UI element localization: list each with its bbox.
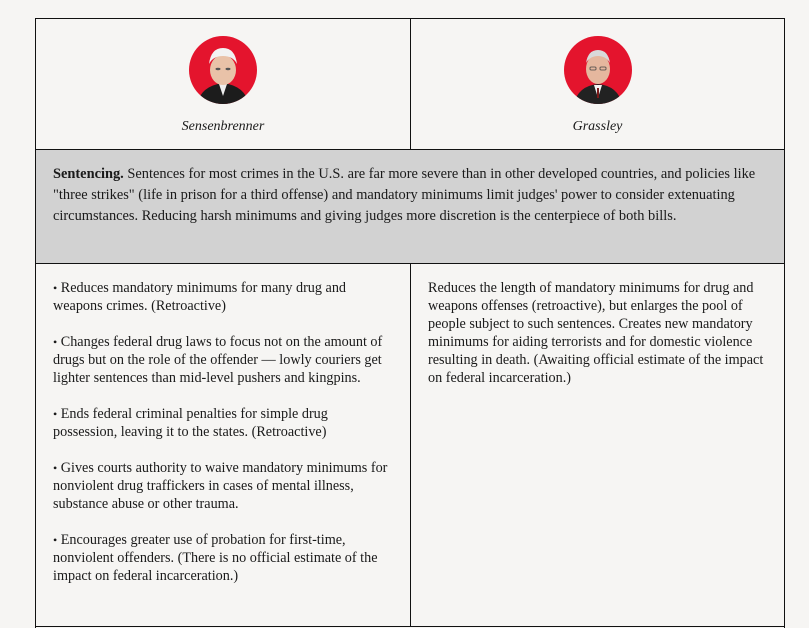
list-item-text: Reduces mandatory minimums for many drug and weapons crimes. (Retroactive) — [53, 280, 347, 314]
person-name: Grassley — [572, 119, 623, 134]
person-name: Sensenbrenner — [181, 119, 265, 134]
list-item: • Ends federal criminal penalties for simple drug possession, leaving it to the states. (Retroactive) — [53, 406, 328, 440]
comparison-table — [35, 18, 785, 628]
list-item: • Gives courts authority to waive mandatory minimums for nonviolent drug traffickers in cases of mental illness, substance abuse or other trauma. — [53, 460, 388, 512]
person-cell-grassley — [410, 19, 784, 149]
topic-row — [36, 150, 784, 264]
list-item: • Changes federal drug laws to focus not on the amount of drugs but on the role of the offender — lowly couriers get lighter sentences than mid-level pushers and kingpins. — [53, 334, 383, 386]
topic-heading: Sentencing. — [53, 166, 124, 182]
portrait-sensenbrenner-icon — [189, 36, 257, 104]
list-item: • Encourages greater use of probation for first-time, nonviolent offenders. (There is no official estimate of the impact on federal incarceration.) — [53, 532, 378, 584]
grassley-text: Reduces the length of mandatory minimums for drug and weapons offenses (retroactive), but enlarges the pool of people subject to such sentences. Creates new mandatory minimums for aiding terrorists and for domestic violence resulting in death. (Awaiting official estimate of the impact on federal incarceration.) — [428, 280, 764, 386]
avatar-sensenbrenner — [189, 36, 257, 104]
list-item-text: Ends federal criminal penalties for simple drug possession, leaving it to the states. (Retroactive) — [53, 406, 328, 440]
portrait-grassley-icon — [564, 36, 632, 104]
header-row — [36, 19, 784, 150]
grassley-details — [410, 264, 784, 626]
list-item-text: Changes federal drug laws to focus not on the amount of drugs but on the role of the offender — lowly couriers get lighter sentences than mid-level pushers and kingpins. — [53, 334, 383, 386]
list-item-text: Encourages greater use of probation for first-time, nonviolent offenders. (There is no official estimate of the impact on federal incarceration.) — [53, 532, 378, 584]
list-item: • Reduces mandatory minimums for many drug and weapons crimes. (Retroactive) — [53, 280, 347, 314]
person-cell-sensenbrenner — [36, 19, 410, 149]
sensenbrenner-details — [36, 264, 410, 626]
avatar-grassley — [564, 36, 632, 104]
details-row — [36, 264, 784, 627]
list-item-text: Gives courts authority to waive mandatory minimums for nonviolent drug traffickers in cases of mental illness, substance abuse or other trauma. — [53, 460, 388, 512]
topic-text: Sentences for most crimes in the U.S. are far more severe than in other developed countries, and policies like "three strikes" (life in prison for a third offense) and mandatory minimums limit judges' power to consider extenuating circumstances. Reducing harsh minimums and giving judges more discretion is the centerpiece of both bills. — [53, 166, 756, 224]
